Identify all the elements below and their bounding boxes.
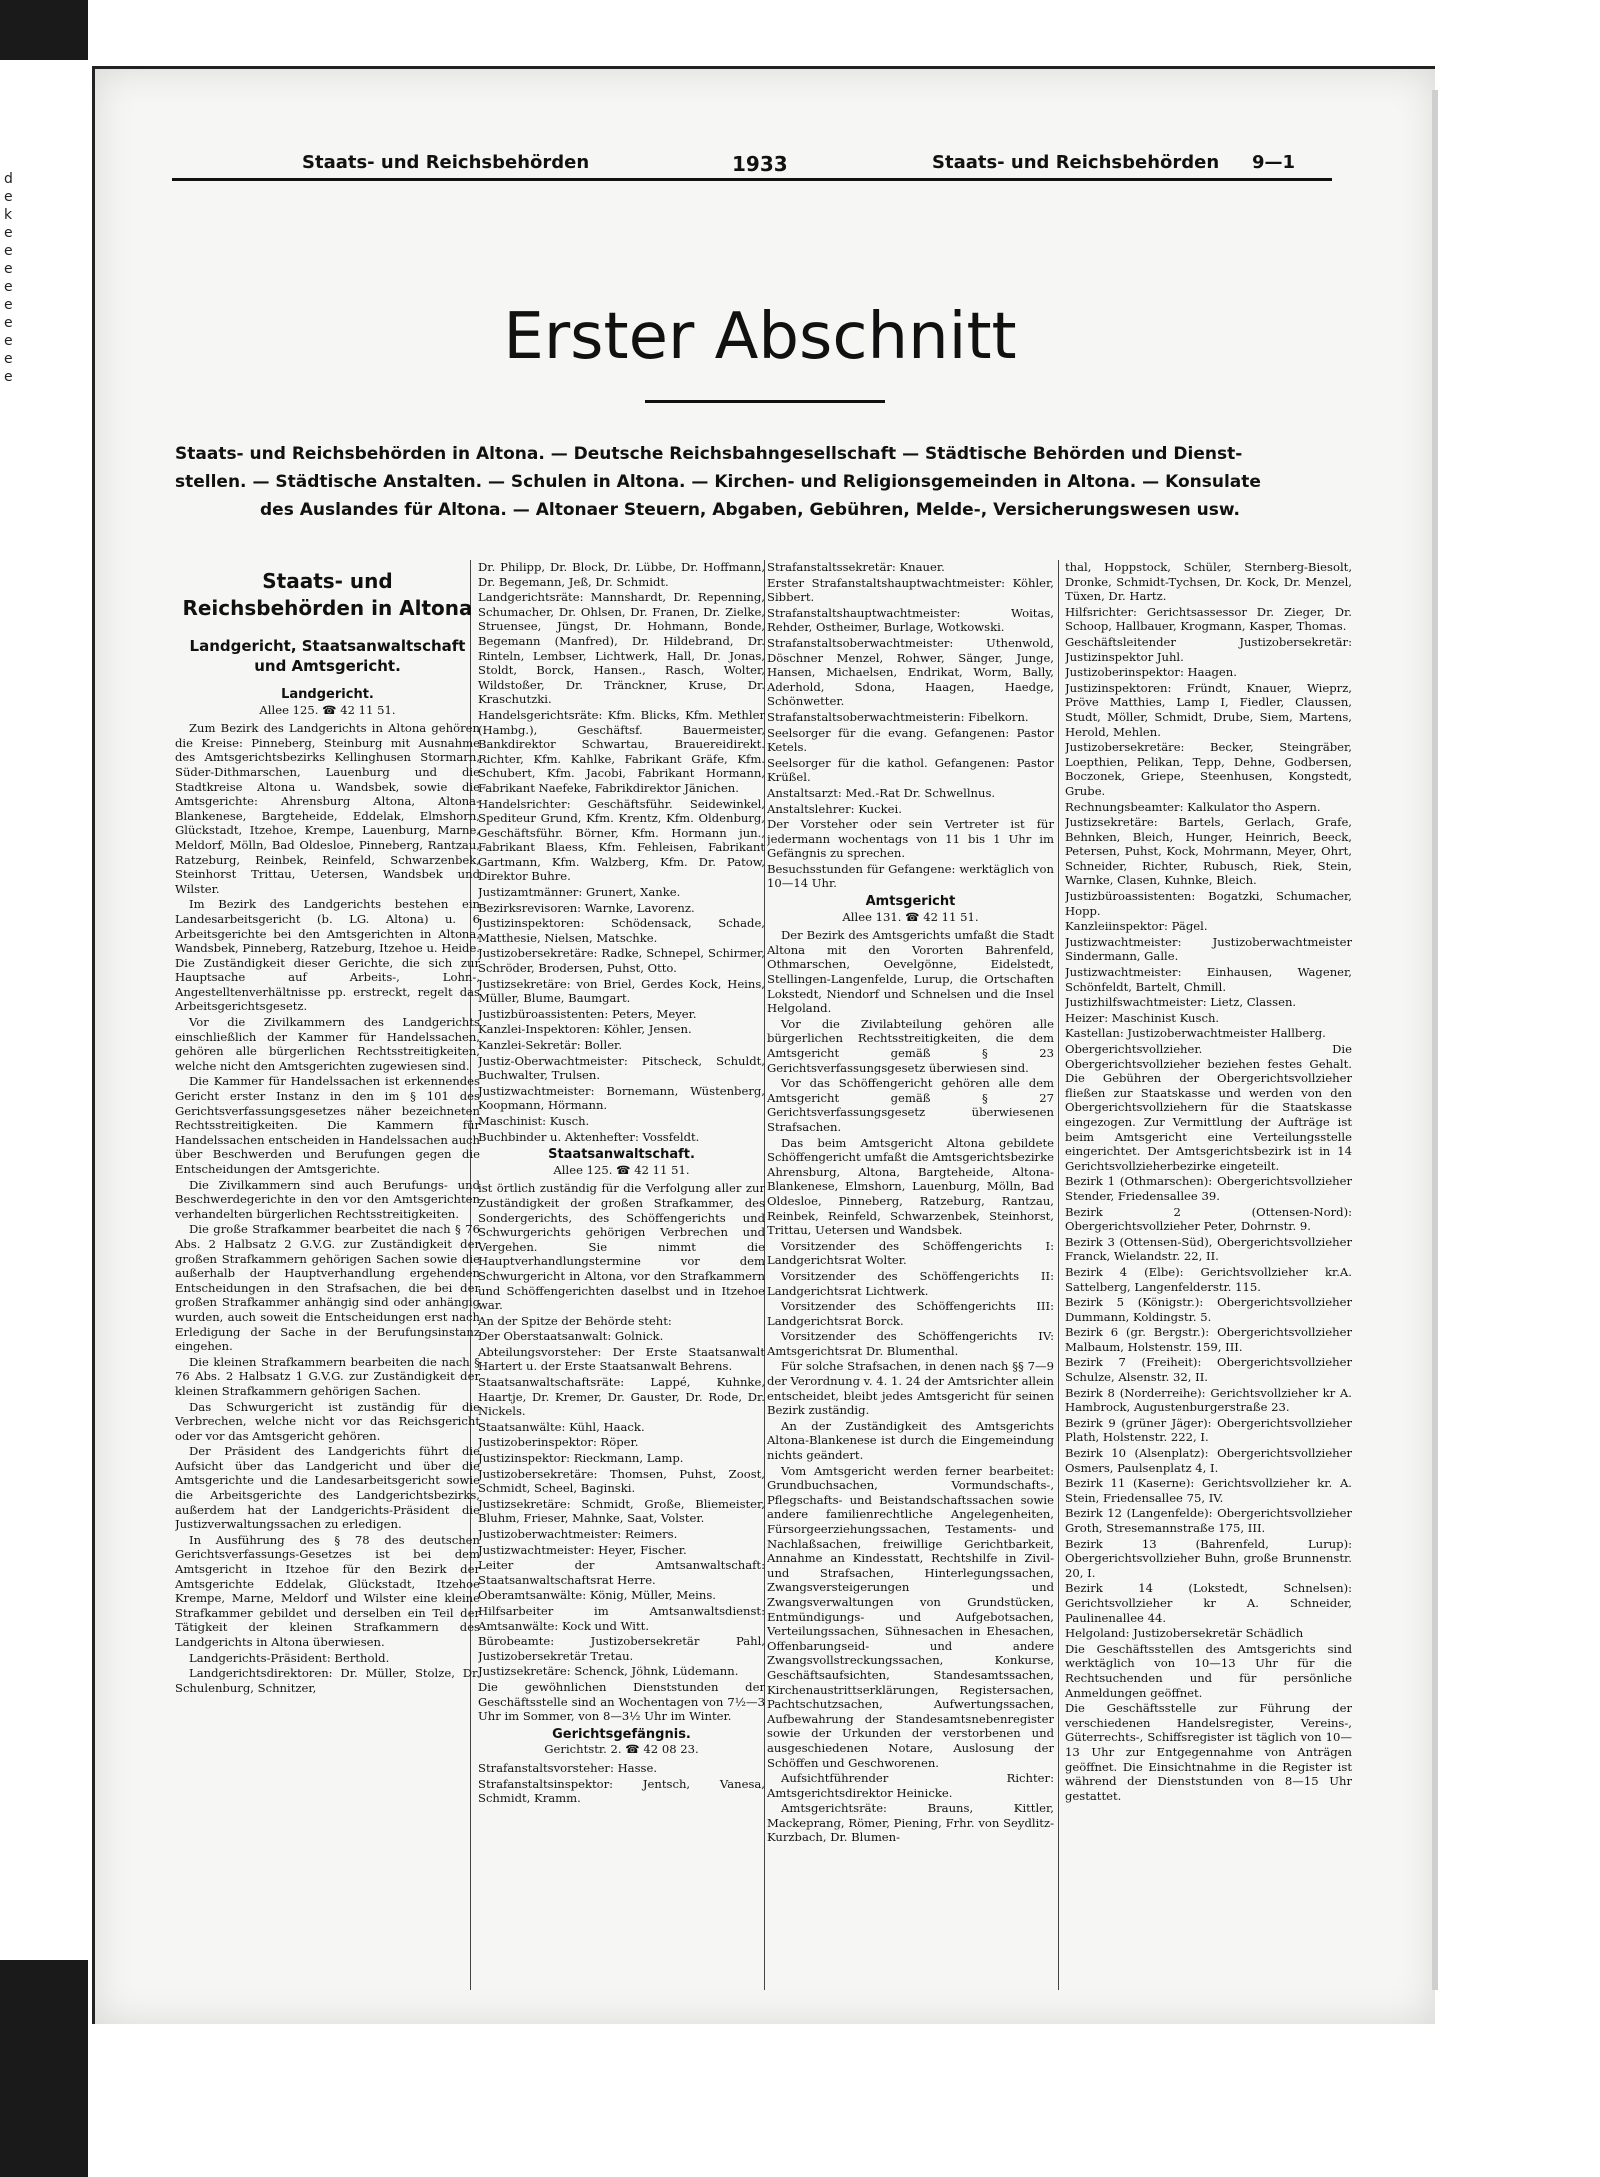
paragraph: Justizamtmänner: Grunert, Xanke.: [478, 885, 681, 900]
paragraph: Bezirk 12 (Langenfelde): Obergerichtsvollzieher Groth, Stresemannstraße 175, III.: [1065, 1506, 1352, 1535]
strip-char: e: [4, 315, 13, 331]
paragraph: Bezirk 3 (Ottensen-Süd), Obergerichtsvollzieher Franck, Wielandstr. 22, II.: [1065, 1234, 1352, 1264]
paragraph: Besuchsstunden für Gefangene: werktäglich von 10—14 Uhr.: [767, 861, 1054, 891]
strip-char: d: [4, 171, 13, 187]
paragraph: Obergerichtsvollzieher. Die Obergerichtsvollzieher beziehen festes Gehalt. Die Gebühren der Obergerichtsvollzieher fließen zur Staatskasse und werden von den Obergerichtsvollziehern für die Staatskasse eingezogen. Zur Vermittlung der Aufträge ist beim Amtsgericht eine Verteilungsstelle eingerichtet. Der Amtsgerichtsbezirk ist in 14 Gerichtsvollzieherbezirke eingeteilt.: [1065, 1042, 1352, 1173]
paragraph: Justizoberwachtmeister: Reimers.: [478, 1527, 678, 1541]
paragraph: Vor die Zivilabteilung gehören alle bürgerlichen Rechtsstreitigkeiten, die dem Amtsgericht gemäß § 23 Gerichtsverfassungsgesetz überwiesen sind.: [767, 1016, 1054, 1075]
paragraph-list: [767, 928, 1054, 1845]
paragraph: Landgerichtsdirektoren: Dr. Müller, Stolze, Dr. Schulenburg, Schnitzer,: [175, 1666, 480, 1695]
column-heading: [175, 568, 480, 622]
paragraph: Strafanstaltsvorsteher: Hasse.: [478, 1760, 658, 1775]
paragraph: Vom Amtsgericht werden ferner bearbeitet: Grundbuchsachen, Vormundschafts-, Pflegschafts- und Beistandschaftssachen sowie andere familienrechtliche Angelegenheiten, Fürsorgeerziehungssachen, Testaments- und Nachlaßsachen, freiwillige Gerichtbarkeit, Annahme an Kindesstatt, Rechtshilfe in Zivil- und Strafsachen, Hinterlegungssachen, Zwangsversteigerungen und Zwangsverwaltungen von Grundstücken, Entmündigungs- und Aufgebotsachen, Verteilungssachen, Sühnesachen in Ehesachen, Offenbarungseid- und andere Zwangsvollstreckungssachen, Konkurse, Geschäftsaufsichten, Standesamtssachen, Kirchenaustrittserklärungen, Registersachen, Pachtschutzsachen, Aufwertungssachen, Aufbewahrung der Standesamtsnebenregister sowie der Urkunden der verstorbenen und ausgeschiedenen Notare, Auslosung der Schöffen und Geschworenen.: [767, 1463, 1054, 1770]
section-title: Erster Abschnitt: [503, 300, 1017, 374]
paragraph: Seelsorger für die evang. Gefangenen: Pastor Ketels.: [767, 725, 1054, 755]
paragraph: Handelsgerichtsräte: Kfm. Blicks, Kfm. Methler (Hambg.), Geschäftsf. Bauermeister, Bankdirektor Schwartau, Brauereidirekt. Richter, Kfm. Kahlke, Fabrikant Gräfe, Kfm. Schubert, Kfm. Jacobi, Fabrikant Hormann, Fabrikant Naefeke, Fabrikdirektor Jänichen.: [478, 707, 765, 795]
paragraph: Für solche Strafsachen, in denen nach §§ 7—9 der Verordnung v. 4. 1. 24 der Amtsrichter allein entscheidet, bleibt jedes Amtsgericht für seinen Bezirk zuständig.: [767, 1359, 1054, 1418]
paragraph: Der Oberstaatsanwalt: Golnick.: [478, 1329, 664, 1344]
paragraph: Amtsgerichtsräte: Brauns, Kittler, Mackeprang, Römer, Piening, Frhr. von Seydlitz-Kurzbach, Dr. Blumen-: [767, 1801, 1054, 1845]
paragraph: Hilfsarbeiter im Amtsanwaltsdienst: Amtsanwälte: Kock und Witt.: [478, 1603, 765, 1633]
paragraph: Die Zivilkammern sind auch Berufungs- und Beschwerdegerichte in den vor den Amtsgerichten verhandelten bürgerlichen Rechtsstreitigkeiten.: [175, 1177, 480, 1221]
paragraph: Strafanstaltssekretär: Knauer.: [767, 560, 945, 574]
paragraph: Justizinspektoren: Schödensack, Schade, Matthesie, Nielsen, Matschke.: [478, 916, 765, 945]
paragraph: Justiz-Oberwachtmeister: Pitscheck, Schuldt, Buchwalter, Trulsen.: [478, 1053, 765, 1083]
paragraph: Zum Bezirk des Landgerichts in Altona gehören die Kreise: Pinneberg, Steinburg mit Ausnahme des Amtsgerichtsbezirks Kellinghusen Stormarn, Süder-Dithmarschen, Lauenburg und die Stadtkreise Altona u. Wandsbek, sowie die Amtsgerichte: Ahrensburg Altona, Altona-Blankenese, Bargteheide, Eddelak, Elmshorn, Glückstadt, Itzehoe, Krempe, Lauenburg, Marne, Meldorf, Mölln, Bad Oldesloe, Pinneberg, Rantzau, Ratzeburg, Reinbek, Reinfeld, Schwarzenbek, Steinhorst Trittau, Uetersen, Wandsbek und Wilster.: [175, 721, 480, 896]
paragraph: Bezirk 2 (Ottensen-Nord): Obergerichtsvollzieher Peter, Dohrnstr. 9.: [1065, 1204, 1352, 1234]
paragraph-list: [1065, 560, 1352, 1803]
paragraph: Maschinist: Kusch.: [478, 1113, 590, 1128]
paragraph: Die Geschäftsstellen des Amtsgerichts sind werktäglich von 10—13 Uhr für die Rechtsuchenden und für persönliche Anmeldungen geöffnet.: [1065, 1641, 1352, 1700]
paragraph: Bezirk 11 (Kaserne): Gerichtsvollzieher kr. A. Stein, Friedensallee 75, IV.: [1065, 1476, 1352, 1505]
paragraph: ist örtlich zuständig für die Verfolgung aller zur Zuständigkeit der großen Strafkammer, des Sondergerichts, des Schöffengerichts und Schwurgerichts gehörigen Verbrechen und Vergehen. Sie nimmt die Hauptverhandlungstermine vor dem Schwurgericht in Altona, vor den Strafkammern und Schöffengerichten daselbst und in Itzehoe war.: [478, 1181, 765, 1313]
paragraph: Kanzleiinspektor: Pägel.: [1065, 919, 1208, 934]
paragraph: Im Bezirk des Landgerichts bestehen ein Landesarbeitsgericht (b. LG. Altona) u. 6 Arbeitsgerichte bei den Amtsgerichten in Altona, Wandsbek, Pinneberg, Ratzeburg, Itzehoe u. Heide. Die Zuständigkeit dieser Gerichte, die sich zur Hauptsache auf Arbeits-, Lohn-, Angestelltenverhältnisse pp. erstreckt, regelt das Arbeitsgerichtsgesetz.: [175, 897, 480, 1014]
paragraph: In Ausführung des § 78 des deutschen Gerichtsverfassungs-Gesetzes ist bei dem Amtsgericht in Itzehoe für den Bezirk der Amtsgerichte Eddelak, Glückstadt, Itzehoe Krempe, Marne, Meldorf und Wilster eine kleine Strafkammer gebildet und derselben ein Teil der Tätigkeit der kleinen Strafkammern des Landgerichts in Altona überwiesen.: [175, 1532, 480, 1649]
staatsanwaltschaft-address: Allee 125. ☎ 42 11 51.: [553, 1162, 690, 1177]
paragraph: Der Bezirk des Amtsgerichts umfaßt die Stadt Altona mit den Vororten Bahrenfeld, Othmarschen, Oevelgönne, Eidelstedt, Stellingen-Langenfelde, Lurup, die Ortschaften Lokstedt, Niendorf und Schnelsen und die Insel Helgoland.: [767, 928, 1054, 1016]
strip-char: e: [4, 261, 13, 277]
paragraph: Justizbüroassistenten: Peters, Meyer.: [478, 1006, 697, 1021]
paragraph: Justizinspektor: Rieckmann, Lamp.: [478, 1451, 684, 1466]
paragraph: Bürobeamte: Justizobersekretär Pahl, Justizobersekretär Tretau.: [478, 1634, 765, 1663]
paragraph: Justizsekretäre: Schenck, Jöhnk, Lüdemann.: [478, 1664, 739, 1679]
paragraph-list: [478, 560, 765, 1144]
paragraph: Vor die Zivilkammern des Landgerichts einschließlich der Kammer für Handelssachen, gehören alle bürgerlichen Rechtsstreitigkeiten, welche nicht den Amtsgerichten zugewiesen sind.: [175, 1015, 480, 1073]
paragraph: Justizsekretäre: Bartels, Gerlach, Grafe, Behnken, Bleich, Hunger, Heinrich, Beeck, Petersen, Puhst, Kock, Mohrmann, Meyer, Ohrt, Schneider, Richter, Rubusch, Riek, Stein, Warnke, Clasen, Kuhnke, Bleich.: [1065, 815, 1352, 888]
paragraph-list: [478, 1181, 765, 1723]
paragraph: Vorsitzender des Schöffengerichts I: Landgerichtsrat Wolter.: [767, 1238, 1054, 1268]
amtsgericht-heading: Amtsgericht: [865, 894, 956, 910]
paragraph: Dr. Philipp, Dr. Block, Dr. Lübbe, Dr. Hoffmann, Dr. Begemann, Jeß, Dr. Schmidt.: [478, 560, 765, 589]
running-head-left: Staats- und Reichsbehörden: [302, 152, 590, 173]
paragraph: Kanzlei-Inspektoren: Köhler, Jensen.: [478, 1022, 692, 1037]
strip-char: e: [4, 225, 13, 241]
paragraph: Oberamtsanwälte: König, Müller, Meins.: [478, 1588, 716, 1603]
paragraph: Der Präsident des Landgerichts führt die Aufsicht über das Landgericht und über die Amtsgerichte und die Landesarbeitsgericht sowie die Arbeitsgerichte des Landgerichtsbezirks, außerdem hat der Landgerichts-Präsident die Justizverwaltungssachen zu erledigen.: [175, 1444, 480, 1532]
column-rule: [1058, 560, 1059, 1990]
strip-char: e: [4, 351, 13, 367]
paragraph: Der Vorsteher oder sein Vertreter ist für jedermann wochentags von 11 bis 1 Uhr im Gefängnis zu sprechen.: [767, 817, 1054, 861]
gefaengnis-address: Gerichtstr. 2. ☎ 42 08 23.: [544, 1742, 699, 1757]
paragraph: Bezirk 9 (grüner Jäger): Obergerichtsvollzieher Plath, Holstenstr. 222, I.: [1065, 1415, 1352, 1445]
paragraph: Leiter der Amtsanwaltschaft: Staatsanwaltschaftsrat Herre.: [478, 1558, 765, 1587]
paragraph: Abteilungsvorsteher: Der Erste Staatsanwalt Hartert u. der Erste Staatsanwalt Behrens.: [478, 1344, 765, 1374]
paragraph: Vorsitzender des Schöffengerichts II: Landgerichtsrat Lichtwerk.: [767, 1268, 1054, 1298]
paragraph: Justizwachtmeister: Bornemann, Wüstenberg, Koopmann, Hörmann.: [478, 1083, 765, 1113]
paragraph: Erster Strafanstaltshauptwachtmeister: Köhler, Sibbert.: [767, 575, 1054, 605]
paragraph: Bezirk 4 (Elbe): Gerichtsvollzieher kr.A. Sattelberg, Langenfelderstr. 115.: [1065, 1264, 1352, 1294]
paragraph: Bezirk 14 (Lokstedt, Schnelsen): Gerichtsvollzieher kr A. Schneider, Paulinenallee 44.: [1065, 1581, 1352, 1625]
paragraph: Justizwachtmeister: Justizoberwachtmeister Sindermann, Galle.: [1065, 934, 1352, 964]
staatsanwaltschaft-heading: Staatsanwaltschaft.: [548, 1147, 695, 1163]
paragraph: Justizsekretäre: von Briel, Gerdes Kock, Heins, Müller, Blume, Baumgart.: [478, 976, 765, 1006]
paragraph-list: [767, 560, 1054, 891]
paragraph: Strafanstaltsoberwachtmeisterin: Fibelkorn.: [767, 709, 1029, 724]
strip-char: e: [4, 369, 13, 385]
subsection-heading: Landgericht, Staatsanwaltschaft und Amtsgericht.: [189, 637, 466, 675]
running-head: [172, 150, 1332, 181]
landgericht-heading: Landgericht.: [281, 687, 374, 702]
paragraph: thal, Hoppstock, Schüler, Sternberg-Biesolt, Dronke, Schmidt-Tychsen, Dr. Kock, Dr. Menzel, Tüxen, Dr. Hartz.: [1065, 560, 1352, 604]
heading-line: Reichsbehörden in Altona: [182, 596, 473, 620]
paragraph: Bezirksrevisoren: Warnke, Lavorenz.: [478, 900, 695, 915]
paragraph: Justizobersekretäre: Becker, Steingräber, Loepthien, Pelikan, Tepp, Dehne, Godbersen, Boczonek, Griepe, Steenhusen, Kongstedt, Grube.: [1065, 740, 1352, 798]
paragraph: Buchbinder u. Aktenhefter: Vossfeldt.: [478, 1129, 700, 1144]
page-number: 9—1: [1252, 152, 1296, 173]
paragraph: Die Kammer für Handelssachen ist erkennendes Gericht erster Instanz in den im § 101 des Gerichtsverfassungsgesetzes näher bezeichneten Rechtsstreitigkeiten. Die Kammern für Handelssachen entscheiden in Handelssachen auch über Beschwerden und Berufungen gegen die Entscheidungen der Amtsgerichte.: [175, 1074, 480, 1176]
paragraph: Vorsitzender des Schöffengerichts III: Landgerichtsrat Borck.: [767, 1299, 1054, 1328]
adjacent-page-strip: [0, 60, 88, 1960]
paragraph: Bezirk 8 (Norderreihe): Gerichtsvollzieher kr A. Hambrock, Augustenburgerstraße 23.: [1065, 1385, 1352, 1415]
paragraph: An der Spitze der Behörde steht:: [478, 1313, 672, 1328]
paragraph: An der Zuständigkeit des Amtsgerichts Altona-Blankenese ist durch die Eingemeindung nichts geändert.: [767, 1418, 1054, 1463]
subtitle-line: Staats- und Reichsbehörden in Altona. — Deutsche Reichsbahngesellschaft — Städtische Behörden und Dienst-: [175, 444, 1243, 464]
column-4: [1065, 560, 1352, 2000]
strip-char: e: [4, 243, 13, 259]
title-rule: [645, 400, 885, 403]
paragraph: Justizbüroassistenten: Bogatzki, Schumacher, Hopp.: [1065, 889, 1352, 918]
paragraph: Kanzlei-Sekretär: Boller.: [478, 1038, 623, 1052]
paragraph: Die große Strafkammer bearbeitet die nach § 76 Abs. 2 Halbsatz 2 G.V.G. zur Zuständigkeit der großen Strafkammern gehörigen Sachen sowie die außerhalb der Hauptverhandlung ergehenden Entscheidungen in den Strafsachen, die bei der großen Strafkammer anhängig sind oder anhängig wurden, auch soweit die Entscheidungen erst nach Erledigung der Sache in der Berufungsinstanz eingehen.: [175, 1222, 480, 1354]
paragraph: Die gewöhnlichen Dienststunden der Geschäftsstelle sind an Wochentagen von 7½—3 Uhr im Sommer, von 8—3½ Uhr im Winter.: [478, 1679, 765, 1724]
paragraph-list: [478, 1761, 765, 1806]
paragraph: Justizinspektoren: Fründt, Knauer, Wieprz, Pröve Matthies, Lamp I, Fiedler, Claussen, Studt, Möller, Schmidt, Drube, Siem, Martens, Herold, Mehlen.: [1065, 680, 1352, 739]
paragraph: Anstaltslehrer: Kuckei.: [767, 801, 902, 816]
paragraph: Heizer: Maschinist Kusch.: [1065, 1010, 1220, 1025]
subtitle-line: stellen. — Städtische Anstalten. — Schulen in Altona. — Kirchen- und Religionsgemeinden in Altona. — Konsulate: [175, 472, 1261, 492]
paragraph: Landgerichts-Präsident: Berthold.: [189, 1650, 390, 1665]
paragraph: Justizoberinspektor: Röper.: [478, 1435, 639, 1450]
paragraph: Hilfsrichter: Gerichtsassessor Dr. Zieger, Dr. Schoop, Hallbauer, Krogmann, Kasper, Thomas.: [1065, 604, 1352, 634]
landgericht-address: Allee 125. ☎ 42 11 51.: [259, 702, 396, 717]
paragraph: Das Schwurgericht ist zuständig für die Verbrechen, welche nicht vor das Reichsgericht oder vor das Amtsgericht gehören.: [175, 1399, 480, 1443]
column-1: [175, 568, 480, 2008]
strip-char: e: [4, 333, 13, 349]
paragraph: Staatsanwaltschaftsräte: Lappé, Kuhnke, Haartje, Dr. Kremer, Dr. Gauster, Dr. Rode, Dr. Nickels.: [478, 1375, 765, 1419]
paragraph: Geschäftsleitender Justizobersekretär: Justizinspektor Juhl.: [1065, 634, 1352, 664]
paragraph: Bezirk 13 (Bahrenfeld, Lurup): Obergerichtsvollzieher Buhn, große Brunnenstr. 20, I.: [1065, 1536, 1352, 1580]
gefaengnis-heading: Gerichtsgefängnis.: [552, 1726, 691, 1742]
paragraph: Kastellan: Justizoberwachtmeister Hallberg.: [1065, 1026, 1326, 1041]
heading-line: Staats- und: [262, 569, 393, 593]
paragraph: Justizwachtmeister: Heyer, Fischer.: [478, 1542, 687, 1557]
strip-char: k: [4, 207, 13, 223]
paragraph: Vor das Schöffengericht gehören alle dem Amtsgericht gemäß § 27 Gerichtsverfassungsgesetz überwiesenen Strafsachen.: [767, 1076, 1054, 1134]
paragraph: Bezirk 10 (Alsenplatz): Obergerichtsvollzieher Osmers, Paulsenplatz 4, I.: [1065, 1446, 1352, 1475]
paragraph: Seelsorger für die kathol. Gefangenen: Pastor Krüßel.: [767, 755, 1054, 785]
amtsgericht-address: Allee 131. ☎ 42 11 51.: [842, 909, 979, 924]
paragraph: Anstaltsarzt: Med.-Rat Dr. Schwellnus.: [767, 785, 996, 800]
paragraph: Landgerichtsräte: Mannshardt, Dr. Repenning, Schumacher, Dr. Ohlsen, Dr. Franen, Dr. Zielke, Struensee, Jüngst, Dr. Hohmann, Bonde, Begemann (Manfred), Dr. Hildebrand, Dr. Rinteln, Lembser, Lichtwerk, Hall, Dr. Jonas, Stoldt, Borck, Hansen., Rasch, Wolter, Wildstoßer, Dr. Tränckner, Kruse, Dr. Kraschutzki.: [478, 590, 765, 707]
paragraph: Handelsrichter: Geschäftsführ. Seidewinkel, Spediteur Grund, Kfm. Krentz, Kfm. Oldenburg, Geschäftsführ. Börner, Kfm. Hormann jun., Fabrikant Blaess, Kfm. Fehleisen, Fabrikant Gartmann, Kfm. Walzberg, Kfm. Dr. Patow, Direktor Buhre.: [478, 796, 765, 884]
section-subtitle: [175, 440, 1325, 524]
paragraph: Justizobersekretäre: Thomsen, Puhst, Zoost, Schmidt, Scheel, Baginski.: [478, 1466, 765, 1496]
paragraph: Bezirk 5 (Königstr.): Obergerichtsvollzieher Dummann, Koldingstr. 5.: [1065, 1295, 1352, 1324]
paragraph: Die Geschäftsstelle zur Führung der verschiedenen Handelsregister, Vereins-, Güterrechts-, Schiffsregister ist täglich von 10—13 Uhr zur Entgegennahme von Anträgen geöffnet. Die Einsichtnahme in die Register ist während der Dienststunden von 8—15 Uhr gestattet.: [1065, 1701, 1352, 1803]
paragraph: Bezirk 6 (gr. Bergstr.): Obergerichtsvollzieher Malbaum, Holstenstr. 159, III.: [1065, 1325, 1352, 1354]
paragraph: Bezirk 1 (Othmarschen): Obergerichtsvollzieher Stender, Friedensallee 39.: [1065, 1174, 1352, 1203]
paragraph: Justizobersekretäre: Radke, Schnepel, Schirmer, Schröder, Brodersen, Puhst, Otto.: [478, 946, 765, 976]
column-3: [767, 560, 1054, 2000]
paragraph: Justizhilfswachtmeister: Lietz, Classen.: [1065, 995, 1297, 1010]
paragraph: Helgoland: Justizobersekretär Schädlich: [1065, 1626, 1304, 1641]
subtitle-line: des Auslandes für Altona. — Altonaer Steuern, Abgaben, Gebühren, Melde-, Versicherungswesen usw.: [260, 500, 1240, 520]
paragraph: Strafanstaltshauptwachtmeister: Woitas, Rehder, Ostheimer, Burlage, Wotkowski.: [767, 605, 1054, 635]
paragraph: Staatsanwälte: Kühl, Haack.: [478, 1419, 645, 1434]
paragraph: Strafanstaltsinspektor: Jentsch, Vanesa, Schmidt, Kramm.: [478, 1776, 765, 1806]
paragraph: Vorsitzender des Schöffengerichts IV: Amtsgerichtsrat Dr. Blumenthal.: [767, 1329, 1054, 1358]
paragraph: Strafanstaltsoberwachtmeister: Uthenwold, Döschner Menzel, Rohwer, Sänger, Junge, Hansen, Michaelsen, Endrikat, Worm, Bally, Aderhold, Sdona, Haagen, Haedge, Schönwetter.: [767, 635, 1054, 709]
paragraph: Justizsekretäre: Schmidt, Große, Bliemeister, Bluhm, Frieser, Mahnke, Saat, Volster.: [478, 1496, 765, 1526]
column-2: [478, 560, 765, 2000]
strip-char: e: [4, 279, 13, 295]
running-head-right: Staats- und Reichsbehörden: [932, 152, 1220, 173]
paragraph: Rechnungsbeamter: Kalkulator tho Aspern.: [1065, 799, 1321, 814]
running-head-year: 1933: [732, 152, 788, 176]
paragraph: Die kleinen Strafkammern bearbeiten die nach § 76 Abs. 2 Halbsatz 1 G.V.G. zur Zuständigkeit der kleinen Strafkammern gehörigen Sachen.: [175, 1354, 480, 1398]
strip-char: e: [4, 189, 13, 205]
paragraph-list: [175, 721, 480, 1695]
page-edge: [1432, 90, 1438, 1990]
paragraph: Bezirk 7 (Freiheit): Obergerichtsvollzieher Schulze, Alsenstr. 32, II.: [1065, 1355, 1352, 1385]
paragraph: Aufsichtführender Richter: Amtsgerichtsdirektor Heinicke.: [767, 1771, 1054, 1800]
paragraph: Justizoberinspektor: Haagen.: [1065, 665, 1237, 680]
paragraph: Justizwachtmeister: Einhausen, Wagener, Schönfeldt, Bartelt, Chmill.: [1065, 965, 1352, 994]
paragraph: Das beim Amtsgericht Altona gebildete Schöffengericht umfaßt die Amtsgerichtsbezirke Ahrensburg, Altona, Bargteheide, Altona-Blankenese, Elmshorn, Lauenburg, Mölln, Bad Oldesloe, Pinneberg, Ratzeburg, Rantzau, Reinbek, Reinfeld, Schwarzenbek, Steinhorst, Trittau, Uetersen und Wandsbek.: [767, 1135, 1054, 1238]
strip-char: e: [4, 297, 13, 313]
